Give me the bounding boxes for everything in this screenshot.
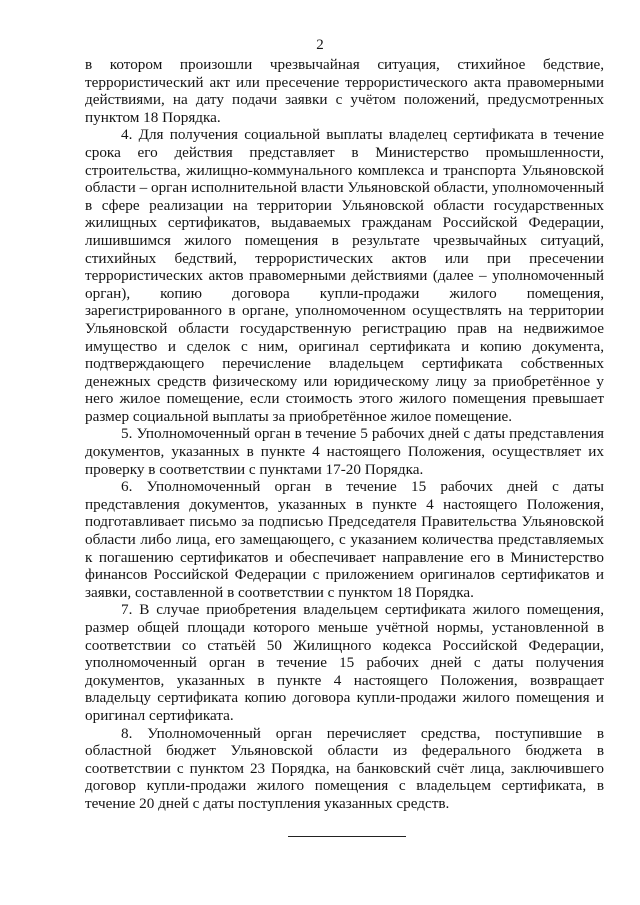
paragraph-item-5: 5. Уполномоченный орган в течение 5 рабочих дней с даты представления документов, указанных в пункте 4 настоящего Положения, осуществляет их проверку в соответствии с пунктами 17-20 Порядка. xyxy=(85,425,604,478)
page-number: 2 xyxy=(316,37,324,53)
end-divider-line xyxy=(288,836,406,837)
paragraph-item-8: 8. Уполномоченный орган перечисляет средства, поступившие в областной бюджет Ульяновской области из федерального бюджета в соответствии с пунктом 23 Порядка, на банковский счёт лица, заключившего договор купли-продажи жилого помещения с владельцем сертификата, в течение 20 дней с даты поступления указанных средств. xyxy=(85,724,604,812)
paragraph-continuation: в котором произошли чрезвычайная ситуация, стихийное бедствие, террористический акт или пресечение террористического акта правомерными действиями, на дату подачи заявки с учётом положений, предусмотренных пунктом 18 Порядка. xyxy=(85,56,604,126)
paragraph-item-4: 4. Для получения социальной выплаты владелец сертификата в течение срока его действия представляет в Министерство промышленности, строительства, жилищно-коммунального комплекса и транспорта Ульяновской области – орган исполнительной власти Ульяновской области, уполномоченный в сфере реализации на территории Ульяновской области государственных жилищных сертификатов, выдаваемых гражданам Российской Федерации, лишившимся жилого помещения в результате чрезвычайных ситуаций, стихийных бедствий, террористических актов или при пресечении террористических актов правомерными действиями (далее – уполномоченный орган), копию договора купли-продажи жилого помещения, зарегистрированного в органе, уполномоченном осуществлять на территории Ульяновской области государственную регистрацию прав на недвижимое имущество и сделок с ним, оригинал сертификата и копию документа, подтверждающего перечисление владельцем сертификата собственных денежных средств физическому или юридическому лицу за приобретённое у него жилое помещение, если стоимость этого жилого помещения превышает размер социальной выплаты за приобретённое жилое помещение. xyxy=(85,126,604,425)
document-body xyxy=(85,56,604,813)
paragraph-item-7: 7. В случае приобретения владельцем сертификата жилого помещения, размер общей площади которого меньше учётной нормы, установленной в соответствии со статьёй 50 Жилищного кодекса Российской Федерации, уполномоченный орган в течение 15 рабочих дней с даты получения документов, указанных в пункте 4 настоящего Положения, возвращает владельцу сертификата копию договора купли-продажи жилого помещения и оригинал сертификата. xyxy=(85,601,604,724)
paragraph-item-6: 6. Уполномоченный орган в течение 15 рабочих дней с даты представления документов, указанных в пункте 4 настоящего Положения, подготавливает письмо за подписью Председателя Правительства Ульяновской области либо лица, его замещающего, с указанием количества представляемых к погашению сертификатов и обеспечивает направление его в Министерство финансов Российской Федерации с приложением оригиналов сертификатов и заявки, составленной в соответствии с пунктом 18 Порядка. xyxy=(85,478,604,601)
